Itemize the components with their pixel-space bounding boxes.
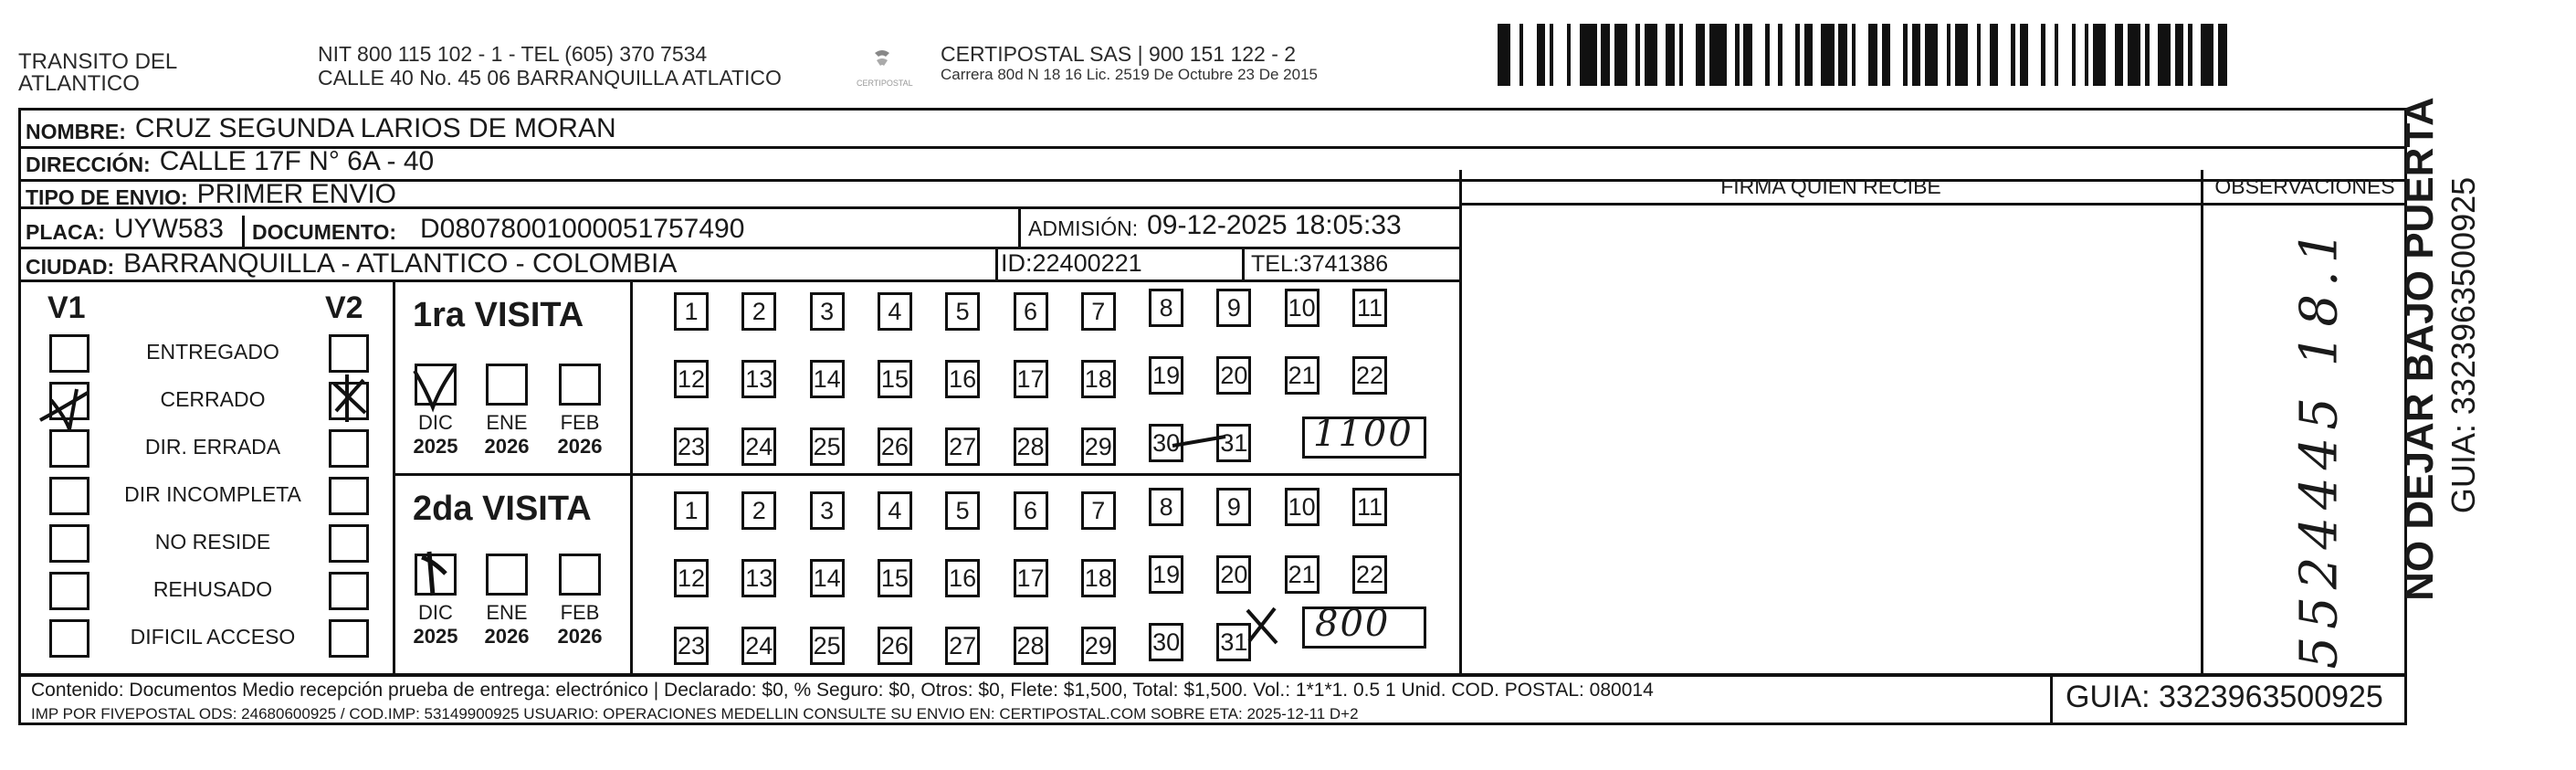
visit2-month-checkbox[interactable] bbox=[559, 554, 601, 596]
visit1-month-year: 2025 bbox=[413, 435, 458, 458]
visit2-day-box[interactable]: 3 bbox=[810, 491, 845, 530]
ciudad-value: BARRANQUILLA - ATLANTICO - COLOMBIA bbox=[123, 248, 678, 279]
nombre-row bbox=[18, 108, 616, 146]
admision-label: ADMISIÓN: bbox=[1028, 216, 1139, 240]
visit2-day-box[interactable]: 6 bbox=[1014, 491, 1048, 530]
visit2-month-year: 2025 bbox=[413, 625, 458, 648]
visit2-month-year: 2026 bbox=[557, 625, 603, 648]
visit1-day-box[interactable]: 5 bbox=[945, 292, 980, 331]
visit1-day-box[interactable]: 9 bbox=[1216, 289, 1251, 327]
visit1-month-name: FEB bbox=[560, 411, 600, 434]
tipo-label: TIPO DE ENVIO: bbox=[26, 185, 188, 209]
tel-label: TEL: bbox=[1251, 251, 1299, 277]
firma-header: FIRMA QUIEN RECIBE bbox=[1720, 174, 1941, 198]
placa-label: PLACA: bbox=[26, 220, 105, 244]
visit2-day-box[interactable]: 29 bbox=[1081, 627, 1116, 665]
visit1-day-box[interactable]: 18 bbox=[1081, 360, 1116, 398]
visit2-month-name: FEB bbox=[560, 601, 600, 624]
visit1-day-box[interactable]: 31 bbox=[1216, 424, 1251, 462]
visit1-day-box[interactable]: 24 bbox=[741, 427, 776, 466]
visit2-day-box[interactable]: 25 bbox=[810, 627, 845, 665]
footer-line1: Contenido: Documentos Medio recepción prueba de entrega: electrónico | Declarado: $0, % Seguro: $0, Otros: $0, Flete: $1,500, Total: $1,500. Vol.: 1*1*1. 0.5 1 Unid. COD. POSTAL: 080014 bbox=[31, 680, 1654, 701]
visit2-day-box[interactable]: 14 bbox=[810, 559, 845, 597]
barcode bbox=[1498, 24, 2228, 86]
org-nit: NIT 800 115 102 - 1 - TEL (605) 370 7534 bbox=[318, 42, 708, 66]
visit2-day-box[interactable]: 18 bbox=[1081, 559, 1116, 597]
v1-status-checkbox[interactable] bbox=[49, 334, 89, 373]
visit2-day-box[interactable]: 2 bbox=[741, 491, 776, 530]
observaciones-header: OBSERVACIONES bbox=[2214, 174, 2395, 198]
placa-value: UYW583 bbox=[113, 214, 224, 244]
courier-logo bbox=[866, 46, 899, 82]
direccion-label: DIRECCIÓN: bbox=[26, 153, 151, 176]
visit2-day-box[interactable]: 24 bbox=[741, 627, 776, 665]
visit2-dic-mark-icon bbox=[409, 548, 464, 603]
id-label: ID: bbox=[1001, 249, 1033, 277]
visit1-day-box[interactable]: 21 bbox=[1285, 356, 1320, 395]
visit2-day-box[interactable]: 31 bbox=[1216, 623, 1251, 661]
visit2-day-box[interactable]: 28 bbox=[1014, 627, 1048, 665]
org-name bbox=[18, 51, 177, 95]
visit1-day-box[interactable]: 10 bbox=[1285, 289, 1320, 327]
visit2-month-year: 2026 bbox=[484, 625, 530, 648]
v1-status-checkbox[interactable] bbox=[49, 619, 89, 658]
nombre-label: NOMBRE: bbox=[26, 120, 126, 143]
status-label: REHUSADO bbox=[152, 577, 273, 601]
visit1-day-box[interactable]: 2 bbox=[741, 292, 776, 331]
visit2-day-box[interactable]: 9 bbox=[1216, 488, 1251, 526]
visit1-day-box[interactable]: 13 bbox=[741, 360, 776, 398]
status-label: DIFICIL ACCESO bbox=[130, 625, 296, 649]
visit2-month-name: ENE bbox=[486, 601, 528, 624]
visit2-day-box[interactable]: 30 bbox=[1149, 623, 1183, 661]
v2-label: V2 bbox=[325, 290, 363, 325]
visit2-title: 2da VISITA bbox=[413, 490, 592, 528]
visit1-day-box[interactable]: 3 bbox=[810, 292, 845, 331]
ciudad-row bbox=[18, 247, 677, 281]
side-warning: NO DEJAR BAJO PUERTA bbox=[2397, 97, 2442, 601]
visit2-day-box[interactable]: 21 bbox=[1285, 555, 1320, 594]
visit1-month-checkbox[interactable] bbox=[486, 364, 528, 406]
admision-value: 09-12-2025 18:05:33 bbox=[1147, 210, 1402, 240]
visit1-day-box[interactable]: 22 bbox=[1352, 356, 1387, 395]
visit2-day31-mark-icon bbox=[1240, 603, 1284, 649]
visit1-day-box[interactable]: 11 bbox=[1352, 289, 1387, 327]
status-label: NO RESIDE bbox=[154, 530, 271, 554]
visit1-day-box[interactable]: 6 bbox=[1014, 292, 1048, 331]
v1-status-checkbox[interactable] bbox=[49, 524, 89, 563]
v1-label: V1 bbox=[47, 290, 86, 325]
visit1-day-box[interactable]: 20 bbox=[1216, 356, 1251, 395]
visit1-day-box[interactable]: 25 bbox=[810, 427, 845, 466]
visit2-day-box[interactable]: 7 bbox=[1081, 491, 1116, 530]
visit2-day-box[interactable]: 5 bbox=[945, 491, 980, 530]
v2-status-checkbox[interactable] bbox=[329, 334, 369, 373]
visit2-day-box[interactable]: 16 bbox=[945, 559, 980, 597]
admision-row bbox=[1021, 206, 1402, 243]
visit2-day-box[interactable]: 4 bbox=[878, 491, 912, 530]
tel-row bbox=[1244, 247, 1388, 280]
visit2-day-box[interactable]: 11 bbox=[1352, 488, 1387, 526]
visit2-month-name: DIC bbox=[418, 601, 453, 624]
visit2-day-box[interactable]: 10 bbox=[1285, 488, 1320, 526]
v2-cerrado-mark-icon bbox=[327, 371, 373, 426]
visit2-day-box[interactable]: 26 bbox=[878, 627, 912, 665]
documento-label: DOCUMENTO: bbox=[252, 220, 397, 244]
courier-name: CERTIPOSTAL SAS | 900 151 122 - 2 bbox=[941, 42, 1297, 66]
ciudad-label: CIUDAD: bbox=[26, 255, 115, 279]
direccion-value: CALLE 17F N° 6A - 40 bbox=[159, 146, 435, 176]
status-label: CERRADO bbox=[160, 387, 266, 411]
visit2-day-box[interactable]: 13 bbox=[741, 559, 776, 597]
visit1-dic-mark-icon bbox=[407, 362, 462, 417]
v1-cerrado-mark-icon bbox=[33, 373, 115, 437]
courier-logo-icon bbox=[866, 46, 899, 82]
tipo-value: PRIMER ENVIO bbox=[196, 179, 397, 209]
visit1-month-name: DIC bbox=[418, 411, 453, 434]
placa-row bbox=[18, 206, 224, 247]
v1-status-checkbox[interactable] bbox=[49, 477, 89, 515]
documento-row bbox=[245, 206, 744, 247]
visit1-day-box[interactable]: 15 bbox=[878, 360, 912, 398]
visit1-day-box[interactable]: 16 bbox=[945, 360, 980, 398]
visit1-day-box[interactable]: 12 bbox=[674, 360, 709, 398]
side-guia: GUIA: 3323963500925 bbox=[2445, 176, 2482, 514]
visit1-day-box[interactable]: 27 bbox=[945, 427, 980, 466]
visit2-day-box[interactable]: 22 bbox=[1352, 555, 1387, 594]
visit2-day-box[interactable]: 23 bbox=[674, 627, 709, 665]
visit1-day-box[interactable]: 28 bbox=[1014, 427, 1048, 466]
org-name-line2: ATLANTICO bbox=[18, 71, 140, 96]
visit1-day-box[interactable]: 8 bbox=[1149, 289, 1183, 327]
org-address: CALLE 40 No. 45 06 BARRANQUILLA ATLATICO bbox=[318, 66, 782, 90]
footer-guia: GUIA: 3323963500925 bbox=[2066, 680, 2383, 714]
visit1-day-box[interactable]: 30 bbox=[1149, 424, 1183, 462]
v2-status-checkbox[interactable] bbox=[329, 619, 369, 658]
v2-status-checkbox[interactable] bbox=[329, 477, 369, 515]
visit2-month-checkbox[interactable] bbox=[486, 554, 528, 596]
v2-status-checkbox[interactable] bbox=[329, 429, 369, 468]
visit2-day-box[interactable]: 17 bbox=[1014, 559, 1048, 597]
visit2-day-box[interactable]: 8 bbox=[1149, 488, 1183, 526]
visit1-day-box[interactable]: 29 bbox=[1081, 427, 1116, 466]
visit1-month-year: 2026 bbox=[484, 435, 530, 458]
id-row bbox=[997, 247, 1142, 280]
visit2-day-box[interactable]: 19 bbox=[1149, 555, 1183, 594]
status-label: DIR. ERRADA bbox=[144, 435, 281, 459]
v2-status-checkbox[interactable] bbox=[329, 572, 369, 610]
visit2-day-box[interactable]: 27 bbox=[945, 627, 980, 665]
visit1-month-checkbox[interactable] bbox=[559, 364, 601, 406]
visit2-day-box[interactable]: 20 bbox=[1216, 555, 1251, 594]
visit1-day-box[interactable]: 7 bbox=[1081, 292, 1116, 331]
id-value: 22400221 bbox=[1032, 249, 1142, 277]
visit1-time: 1100 bbox=[1313, 413, 1414, 455]
visit1-day-box[interactable]: 14 bbox=[810, 360, 845, 398]
v2-status-checkbox[interactable] bbox=[329, 524, 369, 563]
v1-status-checkbox[interactable] bbox=[49, 572, 89, 610]
org-name-line1: TRANSITO DEL bbox=[18, 49, 178, 74]
status-label: DIR INCOMPLETA bbox=[124, 482, 301, 506]
visit1-month-year: 2026 bbox=[557, 435, 603, 458]
visit1-day-box[interactable]: 17 bbox=[1014, 360, 1048, 398]
visit1-day-box[interactable]: 26 bbox=[878, 427, 912, 466]
direccion-row bbox=[18, 146, 434, 179]
courier-license: Carrera 80d N 18 16 Lic. 2519 De Octubre 23 De 2015 bbox=[941, 66, 1318, 83]
footer-line2: IMP POR FIVEPOSTAL ODS: 24680600925 / COD.IMP: 53149900925 USUARIO: OPERACIONES MEDELLIN CONSULTE SU ENVIO EN: CERTIPOSTAL.COM SOBRE ETA: 2025-12-11 D+2 bbox=[31, 705, 1359, 723]
visit2-time: 800 bbox=[1315, 603, 1391, 645]
tel-value: 3741386 bbox=[1299, 251, 1389, 277]
nombre-value: CRUZ SEGUNDA LARIOS DE MORAN bbox=[134, 113, 616, 143]
visit1-day-box[interactable]: 4 bbox=[878, 292, 912, 331]
visit2-day-box[interactable]: 1 bbox=[674, 491, 709, 530]
visit1-day-box[interactable]: 1 bbox=[674, 292, 709, 331]
visit1-day-box[interactable]: 19 bbox=[1149, 356, 1183, 395]
courier-logo-text: CERTIPOSTAL bbox=[857, 79, 913, 88]
visit1-day-box[interactable]: 23 bbox=[674, 427, 709, 466]
visit2-day-box[interactable]: 12 bbox=[674, 559, 709, 597]
visit2-day-box[interactable]: 15 bbox=[878, 559, 912, 597]
visit1-day30-mark-icon bbox=[1167, 418, 1231, 459]
observation-handwriting: 5524445 18.1 bbox=[2289, 223, 2350, 670]
visit1-month-name: ENE bbox=[486, 411, 528, 434]
documento-value: D08078001000051757490 bbox=[420, 214, 745, 244]
visit1-title: 1ra VISITA bbox=[413, 296, 584, 334]
status-label: ENTREGADO bbox=[146, 340, 279, 364]
